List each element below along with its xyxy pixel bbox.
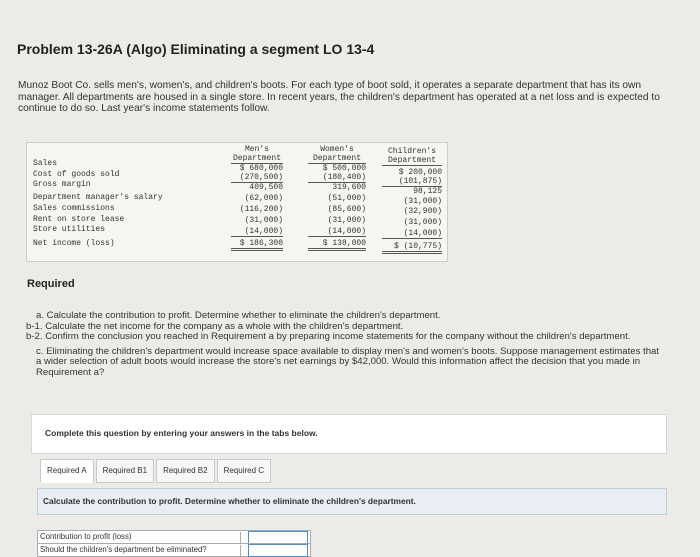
cell-womens: $ 500,000	[322, 164, 366, 173]
tab-panel-header	[37, 488, 667, 515]
cell-mens: (62,000)	[244, 194, 283, 203]
cell-childrens: (31,000)	[403, 197, 442, 206]
cell-womens: (31,000)	[327, 216, 366, 225]
instruction-box	[31, 414, 667, 454]
cell-mens: (14,000)	[231, 227, 283, 237]
row-label-gross-margin: Gross margin	[33, 180, 91, 189]
row-label-manager-salary: Department manager's salary	[33, 193, 163, 202]
row-label-sales: Sales	[33, 159, 58, 168]
problem-title: Problem 13-26A (Algo) Eliminating a segment LO 13-4	[17, 41, 375, 57]
row-label-sales-commissions: Sales commissions	[33, 204, 115, 213]
required-heading: Required	[27, 278, 75, 290]
cell-childrens: (31,000)	[403, 218, 442, 227]
cell-childrens: (101,875)	[382, 177, 442, 187]
requirement-a: a. Calculate the contribution to profit. Determine whether to eliminate the children's department.	[36, 310, 441, 321]
answer-table	[37, 530, 309, 555]
cell-childrens: 98,125	[413, 187, 442, 196]
row-label-cogs: Cost of goods sold	[33, 170, 120, 179]
answer-label-eliminate: Should the children's department be eliminated?	[40, 545, 241, 556]
cell-womens: $ 138,000	[308, 239, 366, 251]
tab-required-a[interactable]: Required A	[40, 459, 94, 483]
tab-required-c[interactable]: Required C	[217, 459, 271, 483]
cell-mens: $ 186,300	[231, 239, 283, 251]
cell-womens: (14,000)	[308, 227, 366, 237]
header-childrens: Children's Department	[382, 147, 442, 166]
row-label-net-income: Net income (loss)	[33, 239, 115, 248]
cell-childrens: $ (10,775)	[382, 242, 442, 254]
cell-womens: (51,000)	[327, 194, 366, 203]
cell-womens: (85,600)	[327, 205, 366, 214]
requirement-b2: b-2. Confirm the conclusion you reached in Requirement a by preparing income statements for the company without the children's department.	[26, 331, 631, 342]
requirement-b1: b-1. Calculate the net income for the company as a whole with the children's department.	[26, 320, 404, 332]
cell-childrens: (14,000)	[382, 229, 442, 239]
instruction-text: Complete this question by entering your answers in the tabs below.	[45, 428, 318, 438]
cell-childrens: (32,900)	[403, 207, 442, 216]
cell-womens: (180,400)	[308, 173, 366, 183]
cell-womens: 319,600	[332, 183, 366, 192]
required-list	[26, 311, 666, 378]
income-statement-table	[26, 142, 448, 262]
problem-intro: Munoz Boot Co. sells men's, women's, and children's boots. For each type of boot sold, it operates a separate department that has its own manager. All departments are housed in a single store. In recent years, the children's department has operated at a net loss and is expected to continue to do so. Last year's income statements follow.	[18, 80, 660, 114]
cell-mens: $ 680,000	[239, 164, 283, 173]
cell-mens: (31,000)	[244, 216, 283, 225]
panel-text: Calculate the contribution to profit. Determine whether to eliminate the children's department.	[43, 496, 416, 506]
eliminate-select[interactable]	[248, 544, 308, 557]
cell-mens: (116,200)	[239, 205, 283, 214]
header-mens: Men's Department	[232, 145, 281, 163]
requirement-tabs	[40, 459, 273, 481]
cell-mens: 409,500	[249, 183, 283, 192]
header-womens: Women's Department	[308, 145, 366, 164]
cell-mens: (270,500)	[231, 173, 283, 183]
row-label-rent: Rent on store lease	[33, 215, 125, 224]
requirement-c: c. Eliminating the children's department would increase space available to display men's and women's boots. Suppose management estimates that a wider selection of adult boots would increase the store's net earnings by $42,000. Would this information affect the decision that you made in Requirement a?	[36, 345, 660, 378]
cell-childrens: $ 200,000	[398, 168, 442, 177]
tab-required-b1[interactable]: Required B1	[96, 459, 154, 483]
tab-required-b2[interactable]: Required B2	[156, 459, 214, 483]
row-label-utilities: Store utilities	[33, 225, 106, 234]
answer-row-contribution	[37, 530, 311, 544]
answer-label-contribution: Contribution to profit (loss)	[40, 532, 241, 543]
